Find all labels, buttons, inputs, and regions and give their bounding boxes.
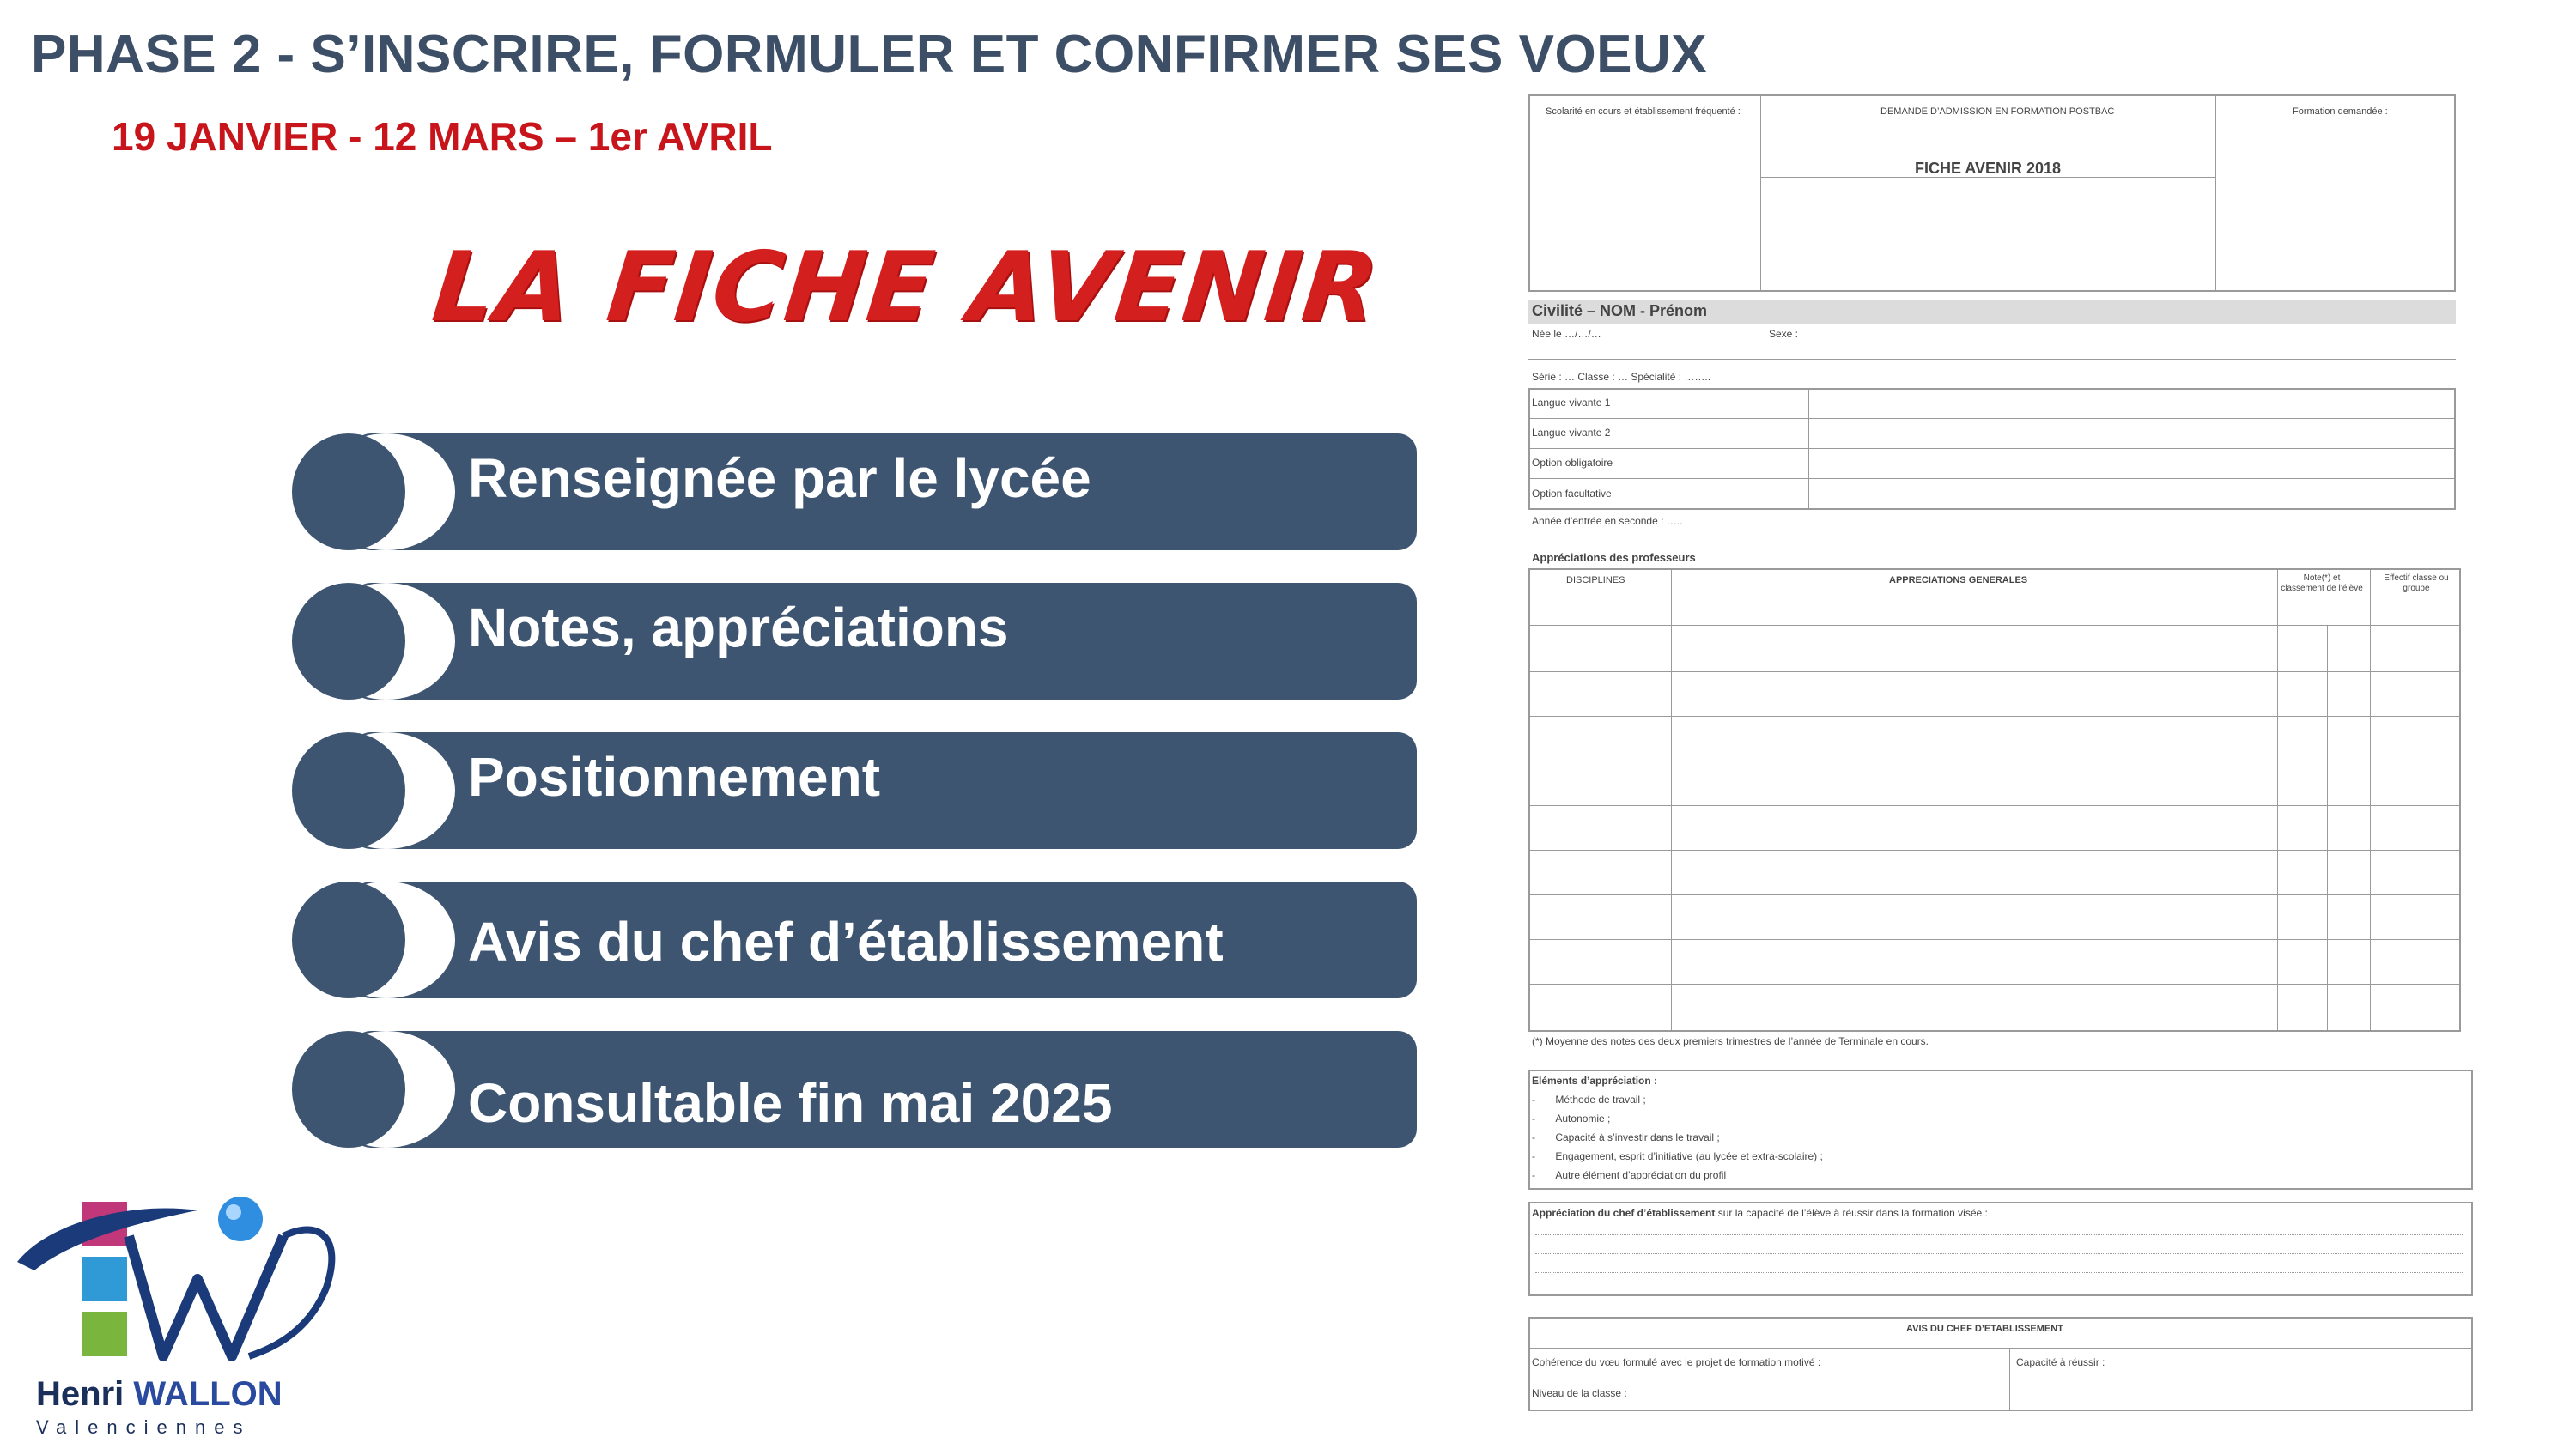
doc-element-5: - Autre élément d’appréciation du profil [1532, 1169, 1727, 1181]
list-item-label: Notes, appréciations [468, 597, 1009, 658]
doc-element-3: - Capacité à s’investir dans le travail ; [1532, 1131, 1720, 1143]
doc-languages-table [1528, 388, 2456, 510]
list-item-label: Renseignée par le lycée [468, 447, 1091, 509]
bullet-circle-icon [292, 1031, 405, 1148]
doc-identity: Civilité – NOM - Prénom [1532, 302, 1708, 319]
bullet-circle-icon [292, 882, 405, 998]
logo-w-icon [0, 1185, 361, 1373]
doc-serie: Série : … Classe : … Spécialité : …….. [1532, 371, 1711, 383]
doc-avis-title: AVIS DU CHEF D’ETABLISSEMENT [1906, 1324, 2063, 1334]
doc-niveau: Niveau de la classe : [1532, 1387, 1627, 1399]
doc-teachers-title: Appréciations des professeurs [1532, 551, 1696, 564]
doc-header-left: Scolarité en cours et établissement fréquenté : [1546, 106, 1741, 117]
list-item-label: Avis du chef d’établissement [468, 911, 1224, 973]
doc-lang-3: Option obligatoire [1532, 457, 1613, 469]
list-item-label: Consultable fin mai 2025 [468, 1072, 1113, 1134]
doc-sex: Sexe : [1769, 328, 1799, 340]
bullet-circle-icon [292, 433, 405, 550]
doc-coherence: Cohérence du vœu formulé avec le projet de formation motivé : [1532, 1356, 1821, 1368]
doc-header-right: Formation demandée : [2293, 106, 2388, 117]
doc-element-4: - Engagement, esprit d’initiative (au lycée et extra-scolaire) ; [1532, 1150, 1823, 1162]
doc-col-disciplines: DISCIPLINES [1566, 575, 1625, 585]
doc-header-title: FICHE AVENIR 2018 [1915, 160, 2062, 177]
list-item [292, 882, 1417, 998]
doc-col-appreciations: APPRECIATIONS GENERALES [1889, 575, 2028, 585]
doc-col-effectif: Effectif classe ou groupe [2384, 573, 2449, 593]
doc-lang-2: Langue vivante 2 [1532, 427, 1611, 439]
logo-city: Valenciennes [36, 1416, 252, 1438]
doc-header-center-top: DEMANDE D’ADMISSION EN FORMATION POSTBAC [1880, 106, 2115, 117]
list-item [292, 1031, 1417, 1148]
list-item [292, 583, 1417, 700]
doc-entry-year: Année d’entrée en seconde : ….. [1532, 515, 1683, 527]
doc-elements-title: Eléments d’appréciation : [1532, 1075, 1658, 1087]
slide-title: PHASE 2 - S’INSCRIRE, FORMULER ET CONFIRMER SES VOEUX [31, 25, 1708, 84]
logo-name: Henri WALLON [36, 1375, 283, 1413]
doc-lang-4: Option facultative [1532, 488, 1612, 500]
doc-born: Née le …/…/… [1532, 328, 1601, 340]
fiche-avenir-document [1528, 94, 2490, 1434]
doc-lang-1: Langue vivante 1 [1532, 397, 1611, 409]
list-item [292, 433, 1417, 550]
doc-capacite: Capacité à réussir : [2016, 1356, 2105, 1368]
bullet-circle-icon [292, 732, 405, 849]
fiche-avenir-heading: LA FICHE AVENIR [428, 232, 1385, 343]
list-item [292, 732, 1417, 849]
doc-element-1: - Méthode de travail ; [1532, 1094, 1646, 1106]
doc-chef-appreciation: Appréciation du chef d’établissement sur la capacité de l’élève à réussir dans la formation visée : [1532, 1207, 1988, 1219]
school-logo [0, 1185, 361, 1442]
list-item-label: Positionnement [468, 746, 881, 808]
slide-dates: 19 JANVIER - 12 MARS – 1er AVRIL [112, 114, 773, 159]
doc-teachers-table [1528, 568, 2461, 1032]
doc-col-note: Note(*) et classement de l’élève [2281, 573, 2363, 593]
doc-footnote: (*) Moyenne des notes des deux premiers trimestres de l’année de Terminale en cours. [1532, 1035, 1929, 1047]
doc-element-2: - Autonomie ; [1532, 1113, 1611, 1125]
bullet-circle-icon [292, 583, 405, 700]
